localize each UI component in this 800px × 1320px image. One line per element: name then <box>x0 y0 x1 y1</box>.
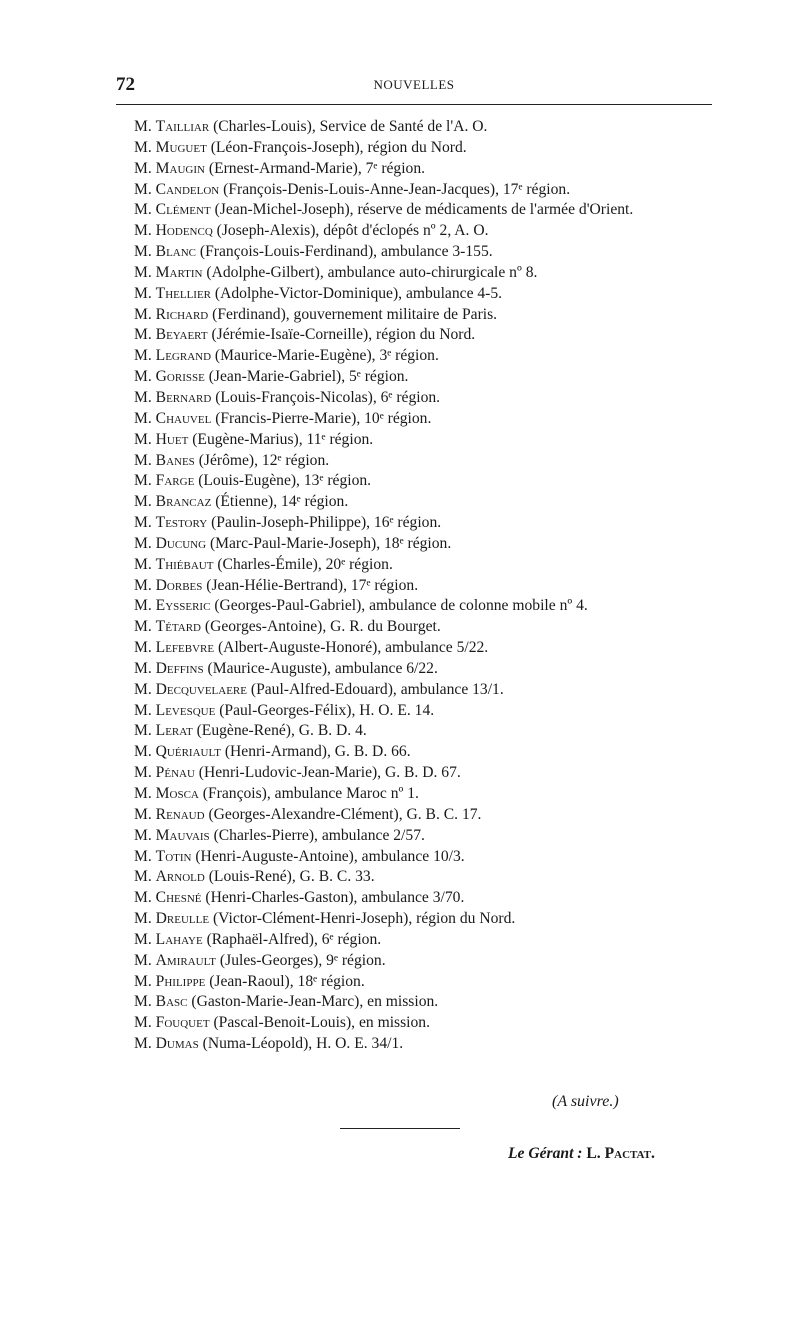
entry-title: M. <box>134 889 152 907</box>
entry-title: M. <box>134 805 152 823</box>
entry-details: (Henri-Charles-Gaston), ambulance 3/70. <box>201 889 465 907</box>
header-rule <box>116 104 712 105</box>
list-item <box>116 1034 712 1055</box>
list-item <box>116 513 712 534</box>
entry-details: (Jules-Georges), 9ᵉ région. <box>216 951 386 969</box>
entry-surname: Pénau <box>155 764 195 782</box>
entry-surname: Mauvais <box>155 826 210 844</box>
list-item <box>116 867 712 888</box>
list-item <box>116 909 712 930</box>
entry-title: M. <box>134 1014 152 1032</box>
list-item <box>116 680 712 701</box>
entry-surname: Philippe <box>155 972 206 990</box>
list-item <box>116 596 712 617</box>
list-item <box>116 221 712 242</box>
entry-surname: Tétard <box>155 618 201 636</box>
entry-surname: Amirault <box>155 951 217 969</box>
list-item <box>116 721 712 742</box>
list-item <box>116 284 712 305</box>
entry-surname: Hodencq <box>155 222 213 240</box>
list-item <box>116 847 712 868</box>
entry-surname: Tailliar <box>155 118 210 135</box>
list-item <box>116 492 712 513</box>
entry-title: M. <box>134 243 152 261</box>
entry-title: M. <box>134 701 152 719</box>
entry-surname: Eysseric <box>155 597 211 615</box>
entry-title: M. <box>134 368 152 386</box>
entry-title: M. <box>134 534 152 552</box>
entry-details: (Jérôme), 12ᵉ région. <box>194 451 330 469</box>
entry-details: (Adolphe-Victor-Dominique), ambulance 4-5. <box>211 284 503 302</box>
list-item <box>116 701 712 722</box>
list-item <box>116 305 712 326</box>
entry-details: (Albert-Auguste-Honoré), ambulance 5/22. <box>214 639 489 657</box>
entry-surname: Renaud <box>155 805 205 823</box>
entry-details: (Étienne), 14ᵉ région. <box>211 493 349 511</box>
running-title: NOUVELLES <box>373 77 455 92</box>
entry-surname: Lefebvre <box>155 639 215 657</box>
footer-rule <box>340 1128 460 1129</box>
list-item <box>116 930 712 951</box>
continued-note: (A suivre.) <box>552 1093 619 1110</box>
list-item <box>116 805 712 826</box>
entry-surname: Beyaert <box>155 326 208 344</box>
list-item <box>116 451 712 472</box>
entry-title: M. <box>134 514 152 532</box>
entry-details: (Jean-Michel-Joseph), réserve de médicaments de l'armée d'Orient. <box>210 201 634 219</box>
entry-details: (Georges-Alexandre-Clément), G. B. C. 17. <box>204 805 482 823</box>
list-item <box>116 763 712 784</box>
entry-title: M. <box>134 118 152 135</box>
gerant-signature <box>508 1145 655 1163</box>
entry-details: (François-Denis-Louis-Anne-Jean-Jacques), 17ᵉ région. <box>219 180 571 198</box>
entry-title: M. <box>134 409 152 427</box>
list-item <box>116 388 712 409</box>
entry-surname: Quériault <box>155 743 221 761</box>
entry-surname: Richard <box>155 305 209 323</box>
entry-details: (Paul-Georges-Félix), H. O. E. 14. <box>215 701 435 719</box>
entry-title: M. <box>134 493 152 511</box>
entry-title: M. <box>134 347 152 365</box>
entry-title: M. <box>134 138 152 156</box>
entry-surname: Lerat <box>155 722 193 740</box>
entry-title: M. <box>134 659 152 677</box>
entry-title: M. <box>134 930 152 948</box>
entry-surname: Brancaz <box>155 493 212 511</box>
entry-surname: Lahaye <box>155 930 203 948</box>
entry-surname: Dorbes <box>155 576 203 594</box>
entry-surname: Ducung <box>155 534 207 552</box>
list-item <box>116 617 712 638</box>
entry-details: (Jean-Hélie-Bertrand), 17ᵉ région. <box>202 576 419 594</box>
entry-details: (Raphaël-Alfred), 6ᵉ région. <box>202 930 382 948</box>
entry-title: M. <box>134 263 152 281</box>
entry-title: M. <box>134 639 152 657</box>
entry-surname: Chesné <box>155 889 202 907</box>
entry-surname: Candelon <box>155 180 220 198</box>
entry-title: M. <box>134 430 152 448</box>
entry-surname: Arnold <box>155 868 205 886</box>
entry-details: (Georges-Antoine), G. R. du Bourget. <box>200 618 441 636</box>
list-item <box>116 638 712 659</box>
page-header <box>116 74 712 98</box>
list-item <box>116 200 712 221</box>
entry-surname: Maugin <box>155 159 205 177</box>
list-item <box>116 430 712 451</box>
entry-surname: Bernard <box>155 388 212 406</box>
list-item <box>116 826 712 847</box>
entry-details: (Eugène-Marius), 11ᵉ région. <box>188 430 374 448</box>
entry-details: (Ferdinand), gouvernement militaire de Paris. <box>208 305 498 323</box>
entry-surname: Mosca <box>155 785 199 802</box>
list-item <box>116 742 712 763</box>
entry-details: (Paul-Alfred-Edouard), ambulance 13/1. <box>246 680 504 698</box>
entry-title: M. <box>134 180 152 198</box>
entry-surname: Martin <box>155 263 203 281</box>
entry-surname: Thellier <box>155 284 212 302</box>
entry-details: (Jérémie-Isaïe-Corneille), région du Nord. <box>207 326 476 344</box>
entry-details: (Charles-Pierre), ambulance 2/57. <box>209 826 425 844</box>
entry-title: M. <box>134 326 152 344</box>
entry-surname: Decquvelaere <box>155 680 247 698</box>
entry-details: (Henri-Ludovic-Jean-Marie), G. B. D. 67. <box>194 764 461 782</box>
entry-surname: Muguet <box>155 138 207 156</box>
entry-title: M. <box>134 993 152 1011</box>
entry-surname: Gorisse <box>155 368 205 386</box>
entry-details: (Jean-Raoul), 18ᵉ région. <box>205 972 365 990</box>
list-item <box>116 242 712 263</box>
entry-details: (Henri-Armand), G. B. D. 66. <box>220 743 411 761</box>
entry-details: (Jean-Marie-Gabriel), 5ᵉ région. <box>204 368 409 386</box>
entry-title: M. <box>134 951 152 969</box>
entry-details: (Charles-Émile), 20ᵉ région. <box>213 555 393 573</box>
entry-surname: Levesque <box>155 701 216 719</box>
entry-title: M. <box>134 722 152 740</box>
list-item <box>116 471 712 492</box>
list-item <box>116 992 712 1013</box>
entry-details: (Louis-René), G. B. C. 33. <box>204 868 375 886</box>
entry-surname: Fouquet <box>155 1014 210 1032</box>
entry-details: (Victor-Clément-Henri-Joseph), région du Nord. <box>209 910 516 928</box>
entry-details: (Charles-Louis), Service de Santé de l'A. O. <box>209 118 488 135</box>
list-item <box>116 951 712 972</box>
entry-details: (Ernest-Armand-Marie), 7ᵉ région. <box>204 159 426 177</box>
entry-title: M. <box>134 847 152 865</box>
entry-surname: Basc <box>155 993 188 1011</box>
list-item <box>116 888 712 909</box>
entry-details: (Francis-Pierre-Marie), 10ᵉ région. <box>211 409 432 427</box>
entry-details: (Adolphe-Gilbert), ambulance auto-chirurgicale nº 8. <box>202 263 538 281</box>
entry-details: (Pascal-Benoit-Louis), en mission. <box>209 1014 431 1032</box>
entry-details: (Numa-Léopold), H. O. E. 34/1. <box>198 1035 404 1053</box>
entry-title: M. <box>134 159 152 177</box>
entry-details: (Paulin-Joseph-Philippe), 16ᵉ région. <box>207 514 442 532</box>
entry-details: (Louis-François-Nicolas), 6ᵉ région. <box>211 388 441 406</box>
list-item <box>116 346 712 367</box>
list-item <box>116 576 712 597</box>
entry-title: M. <box>134 764 152 782</box>
entry-details: (Maurice-Auguste), ambulance 6/22. <box>203 659 438 677</box>
entry-title: M. <box>134 785 152 802</box>
entry-title: M. <box>134 618 152 636</box>
entry-surname: Banes <box>155 451 195 469</box>
entry-title: M. <box>134 826 152 844</box>
entry-surname: Dumas <box>155 1035 199 1053</box>
list-item <box>116 180 712 201</box>
entry-details: (Louis-Eugène), 13ᵉ région. <box>194 472 372 490</box>
entry-list <box>116 117 712 1055</box>
gerant-name: L. Pactat. <box>586 1145 655 1162</box>
list-item <box>116 659 712 680</box>
entry-surname: Deffins <box>155 659 204 677</box>
list-item <box>116 534 712 555</box>
list-item <box>116 367 712 388</box>
entry-surname: Dreulle <box>155 910 210 928</box>
entry-title: M. <box>134 910 152 928</box>
list-item <box>116 1013 712 1034</box>
entry-details: (Maurice-Marie-Eugène), 3ᵉ région. <box>211 347 439 365</box>
list-item <box>116 138 712 159</box>
entry-title: M. <box>134 201 152 219</box>
entry-title: M. <box>134 472 152 490</box>
entry-surname: Legrand <box>155 347 212 365</box>
entry-title: M. <box>134 597 152 615</box>
list-item <box>116 972 712 993</box>
entry-title: M. <box>134 305 152 323</box>
entry-details: (François), ambulance Maroc nº 1. <box>198 785 419 802</box>
entry-details: (Georges-Paul-Gabriel), ambulance de colonne mobile nº 4. <box>210 597 588 615</box>
entry-surname: Clément <box>155 201 211 219</box>
list-item <box>116 325 712 346</box>
entry-surname: Farge <box>155 472 195 490</box>
entry-surname: Blanc <box>155 243 197 261</box>
entry-details: (Henri-Auguste-Antoine), ambulance 10/3. <box>191 847 465 865</box>
entry-surname: Chauvel <box>155 409 212 427</box>
list-item <box>116 784 712 805</box>
page-number: 72 <box>116 74 135 95</box>
entry-details: (Marc-Paul-Marie-Joseph), 18ᵉ région. <box>206 534 452 552</box>
list-item <box>116 263 712 284</box>
list-item <box>116 117 712 138</box>
entry-details: (Eugène-René), G. B. D. 4. <box>192 722 367 740</box>
entry-title: M. <box>134 576 152 594</box>
entry-surname: Totin <box>155 847 192 865</box>
list-item <box>116 555 712 576</box>
entry-title: M. <box>134 1035 152 1053</box>
entry-title: M. <box>134 284 152 302</box>
entry-title: M. <box>134 680 152 698</box>
gerant-label: Le Gérant : <box>508 1145 583 1162</box>
entry-title: M. <box>134 222 152 240</box>
entry-details: (Léon-François-Joseph), région du Nord. <box>206 138 467 156</box>
entry-title: M. <box>134 972 152 990</box>
entry-title: M. <box>134 388 152 406</box>
entry-title: M. <box>134 743 152 761</box>
entry-title: M. <box>134 555 152 573</box>
entry-surname: Huet <box>155 430 189 448</box>
entry-title: M. <box>134 451 152 469</box>
entry-title: M. <box>134 868 152 886</box>
entry-surname: Testory <box>155 514 208 532</box>
list-item <box>116 409 712 430</box>
entry-details: (Joseph-Alexis), dépôt d'éclopés nº 2, A. O. <box>212 222 489 240</box>
entry-details: (François-Louis-Ferdinand), ambulance 3-155. <box>196 243 493 261</box>
entry-surname: Thiébaut <box>155 555 214 573</box>
entry-details: (Gaston-Marie-Jean-Marc), en mission. <box>187 993 439 1011</box>
list-item <box>116 159 712 180</box>
